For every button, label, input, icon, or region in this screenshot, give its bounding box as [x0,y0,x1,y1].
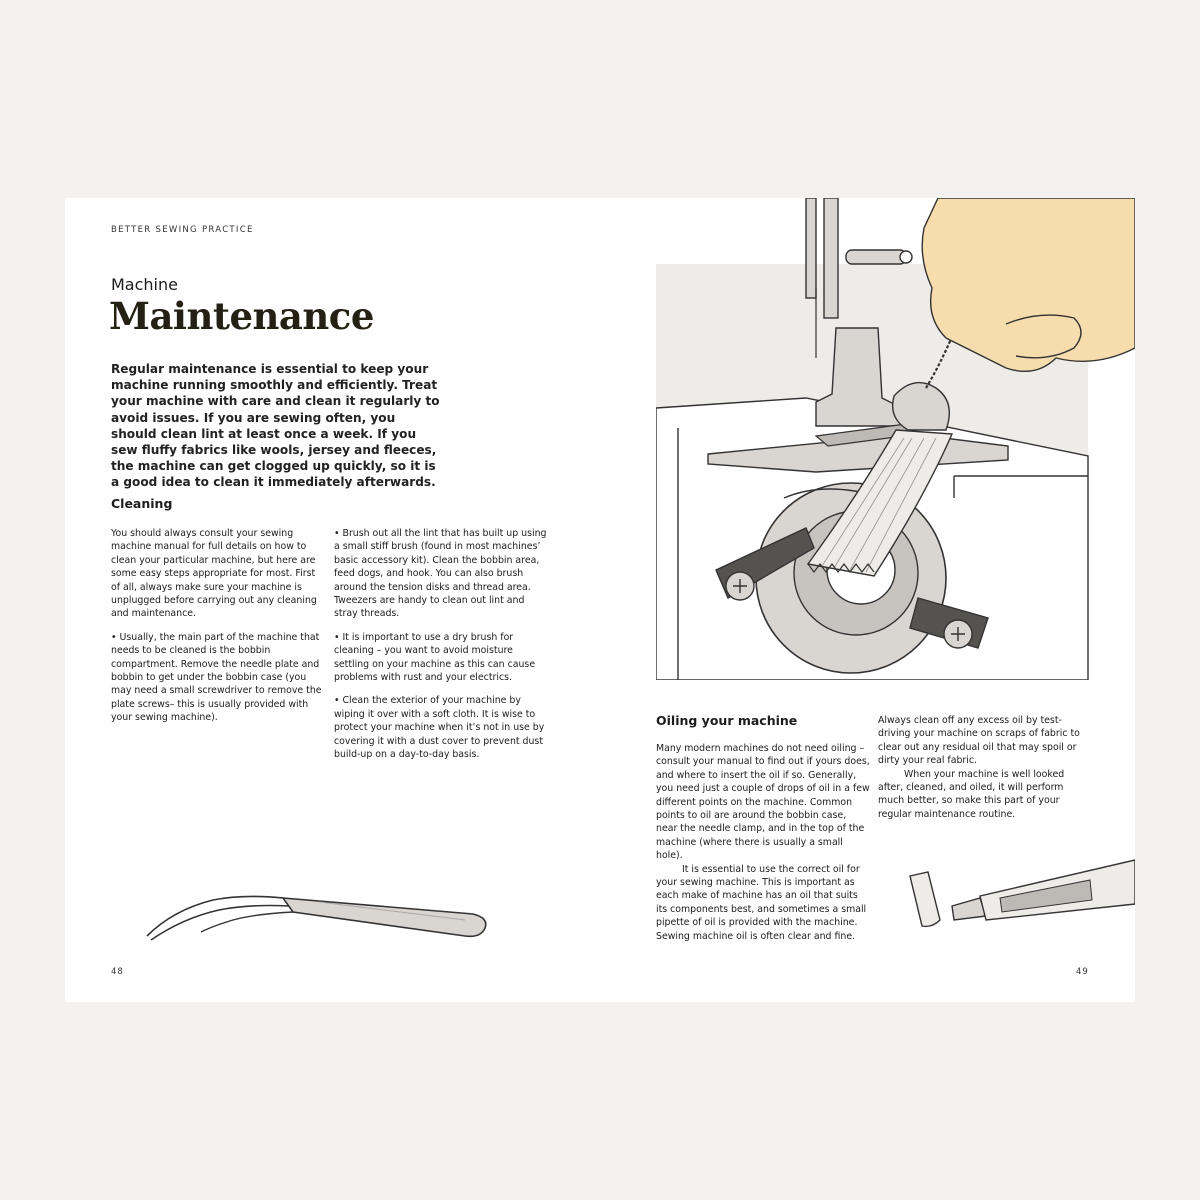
oiling-paragraph: Many modern machines do not need oiling – consult your manual to find out if yours does, and where to insert the oil if so. Generally, you need just a couple of drops of oil in a few different points on the machine. Common points to oil are around the bobbin case, near the needle clamp, and in the top of the machine (where there is usually a small hole). [656,743,870,862]
cleaning-heading: Cleaning [111,496,173,511]
folio-left: 48 [111,967,124,977]
oiling-heading: Oiling your machine [656,713,798,728]
cleaning-paragraph: You should always consult your sewing machine manual for full details on how to clean your particular machine, but here are some easy steps appropriate for most. First of all, always make sure your machine is unplugged before carrying out any cleaning and maintenance. [111,528,317,620]
cleaning-paragraph: • Usually, the main part of the machine that needs to be cleaned is the bobbin compartment. Remove the needle plate and bobbin to get under the bobbin case (you may need a small screwdriver to remove the plate screws– this is usually provided with your sewing machine). [111,631,322,724]
oiling-column-2 [878,714,1090,821]
intro-paragraph: Regular maintenance is essential to keep your machine running smoothly and efficiently. Treat your machine with care and clean it regularly to avoid issues. If you are sewing often, you should clean lint at least once a week. If you sew fluffy fabrics like wools, jersey and fleeces, the machine can get clogged up quickly, so it is a good idea to clean it immediately afterwards. [111,362,440,490]
cleaning-column-1 [111,527,325,735]
cleaning-column-2 [334,527,548,772]
running-head: BETTER SEWING PRACTICE [111,225,254,235]
cleaning-paragraph: • Brush out all the lint that has built up using a small stiff brush (found in most machines’ basic accessory kit). Clean the bobbin area, feed dogs, and hook. You can also brush around the tension disks and thread area. Tweezers are handy to clean out lint and stray threads. [334,528,547,620]
brush-cleaning-bobbin-illustration [656,198,1135,680]
oil-pipette-icon [900,854,1135,936]
oiling-paragraph: Always clean off any excess oil by test-driving your machine on scraps of fabric to clear out any residual oil that may spoil or dirty your real fabric. [878,715,1080,767]
oiling-column-1 [656,742,870,943]
page-kicker: Machine [111,275,178,294]
oiling-paragraph: It is essential to use the correct oil for your sewing machine. This is important as each make of machine has an oil that suits its components best, and sometimes a small pipette of oil is provided with the machine. Sewing machine oil is often clear and fine. [656,863,867,942]
cleaning-paragraph: • Clean the exterior of your machine by wiping it over with a soft cloth. It is wise to protect your machine when it’s not in use by covering it with a dust cover to prevent dust build-up on a day-to-day basis. [334,695,545,761]
cleaning-paragraph: • It is important to use a dry brush for cleaning – you want to avoid moisture settling on your machine as this can cause problems with rust and your electrics. [334,631,536,684]
book-spread [65,198,1135,1002]
page-title: Maintenance [109,294,374,338]
tweezers-icon [143,880,493,960]
oiling-paragraph: When your machine is well looked after, cleaned, and oiled, it will perform much better, so make this part of your regular maintenance routine. [878,768,1065,820]
folio-right: 49 [1076,967,1089,977]
